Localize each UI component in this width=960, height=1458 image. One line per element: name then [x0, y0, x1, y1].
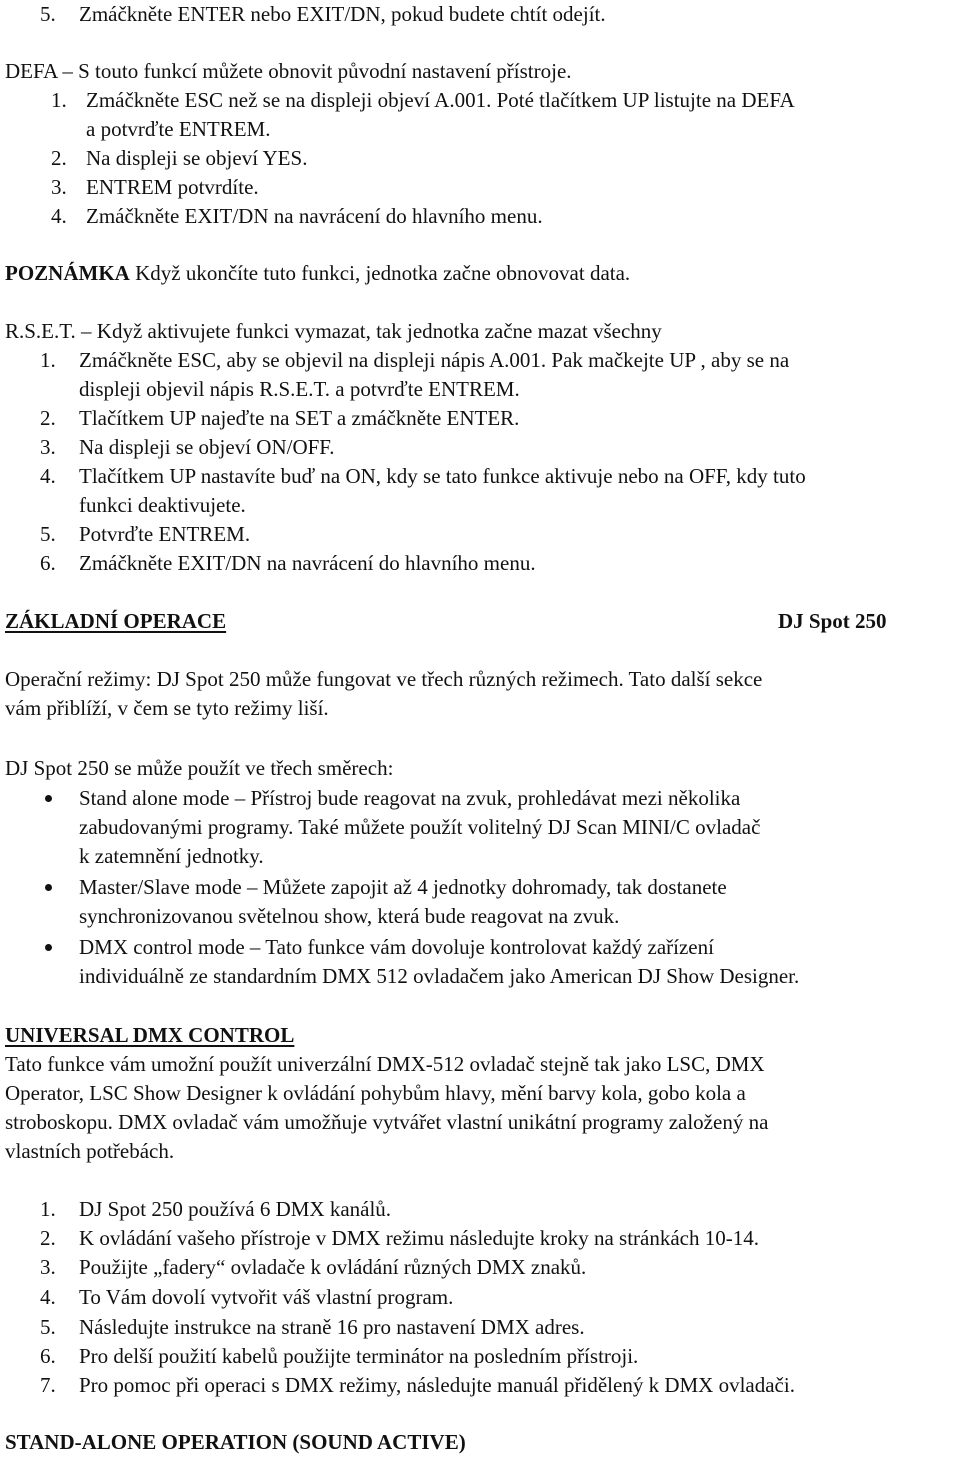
note-text: Když ukončíte tuto funkci, jednotka začne obnovovat data. — [129, 261, 631, 285]
list-number: 3. — [51, 175, 67, 199]
list-number: 6. — [40, 551, 56, 575]
paragraph-line: Operator, LSC Show Designer k ovládání pohybům hlavy, mění barvy kola, gobo kola a — [5, 1081, 746, 1105]
list-number: 3. — [40, 435, 56, 459]
list-number: 1. — [40, 1197, 56, 1221]
list-number: 5. — [40, 2, 56, 26]
note-paragraph — [5, 259, 630, 288]
list-number: 4. — [51, 204, 67, 228]
list-item-text: funkci deaktivujete. — [79, 493, 246, 517]
list-item-text: To Vám dovolí vytvořit váš vlastní program. — [79, 1285, 454, 1309]
list-number: 5. — [40, 1315, 56, 1339]
paragraph-line: vám přiblíží, v čem se tyto režimy liší. — [5, 696, 329, 720]
rset-intro: R.S.E.T. – Když aktivujete funkci vymazat, tak jednotka začne mazat všechny — [5, 319, 662, 343]
bullet-text: zabudovanými programy. Také můžete použít volitelný DJ Scan MINI/C ovladač — [79, 815, 761, 839]
section-heading-standalone: STAND-ALONE OPERATION (SOUND ACTIVE) — [5, 1430, 466, 1454]
list-item-text: Zmáčkněte EXIT/DN na navrácení do hlavního menu. — [86, 204, 543, 228]
list-number: 6. — [40, 1344, 56, 1368]
bullet-text: individuálně ze standardním DMX 512 ovladačem jako American DJ Show Designer. — [79, 964, 800, 988]
bullet-text: k zatemnění jednotky. — [79, 844, 264, 868]
list-item-text: Na displeji se objeví YES. — [86, 146, 308, 170]
list-item-text: a potvrďte ENTREM. — [86, 117, 271, 141]
paragraph-line: Operační režimy: DJ Spot 250 může fungovat ve třech různých režimech. Tato další sekce — [5, 667, 763, 691]
list-number: 2. — [40, 1226, 56, 1250]
list-number: 2. — [51, 146, 67, 170]
list-item-text: DJ Spot 250 používá 6 DMX kanálů. — [79, 1197, 392, 1221]
list-item-text: Zmáčkněte EXIT/DN na navrácení do hlavního menu. — [79, 551, 536, 575]
list-item-text: Na displeji se objeví ON/OFF. — [79, 435, 335, 459]
list-item-text: Tlačítkem UP nastavíte buď na ON, kdy se tato funkce aktivuje nebo na OFF, kdy tuto — [79, 464, 806, 488]
list-number: 4. — [40, 464, 56, 488]
bullet-text: synchronizovanou světelnou show, která bude reagovat na zvuk. — [79, 904, 620, 928]
list-item-text: Zmáčkněte ESC, aby se objevil na displeji nápis A.001. Pak mačkejte UP , aby se na — [79, 348, 790, 372]
defa-intro: DEFA – S touto funkcí můžete obnovit původní nastavení přístroje. — [5, 59, 572, 83]
list-number: 1. — [51, 88, 67, 112]
list-number: 3. — [40, 1255, 56, 1279]
list-item-text: Pro pomoc při operaci s DMX režimy, následujte manuál přidělený k DMX ovladači. — [79, 1373, 795, 1397]
section-heading-basic: ZÁKLADNÍ OPERACE — [5, 609, 227, 633]
list-number: 5. — [40, 522, 56, 546]
list-number: 4. — [40, 1285, 56, 1309]
list-item-text: Zmáčkněte ESC než se na displeji objeví A.001. Poté tlačítkem UP listujte na DEFA — [86, 88, 795, 112]
list-number: 1. — [40, 348, 56, 372]
list-item-text: Následujte instrukce na straně 16 pro nastavení DMX adres. — [79, 1315, 585, 1339]
bullet-icon — [45, 944, 52, 951]
section-heading-dmx: UNIVERSAL DMX CONTROL — [5, 1023, 295, 1047]
bullet-text: DMX control mode – Tato funkce vám dovoluje kontrolovat každý zařízení — [79, 935, 714, 959]
note-label: POZNÁMKA — [5, 261, 130, 285]
list-item-text: Pro delší použití kabelů použijte terminátor na posledním přístroji. — [79, 1344, 639, 1368]
bullet-text: Stand alone mode – Přístroj bude reagovat na zvuk, prohledávat mezi několika — [79, 786, 741, 810]
list-number: 2. — [40, 406, 56, 430]
list-item-text: ENTREM potvrdíte. — [86, 175, 259, 199]
list-item-text: Zmáčkněte ENTER nebo EXIT/DN, pokud budete chtít odejít. — [79, 2, 606, 26]
paragraph-line: vlastních potřebách. — [5, 1139, 175, 1163]
paragraph-line: Tato funkce vám umožní použít univerzální DMX-512 ovladač stejně tak jako LSC, DMX — [5, 1052, 765, 1076]
list-item-text: Potvrďte ENTREM. — [79, 522, 251, 546]
bullet-icon — [45, 884, 52, 891]
paragraph-line: stroboskopu. DMX ovladač vám umožňuje vytvářet vlastní unikátní programy založený na — [5, 1110, 769, 1134]
list-number: 7. — [40, 1373, 56, 1397]
list-item-text: Tlačítkem UP najeďte na SET a zmáčkněte ENTER. — [79, 406, 520, 430]
list-item-text: displeji objevil nápis R.S.E.T. a potvrďte ENTREM. — [79, 377, 520, 401]
bullet-text: Master/Slave mode – Můžete zapojit až 4 jednotky dohromady, tak dostanete — [79, 875, 727, 899]
list-item-text: K ovládání vašeho přístroje v DMX režimu následujte kroky na stránkách 10-14. — [79, 1226, 759, 1250]
bullet-icon — [45, 795, 52, 802]
modes-intro: DJ Spot 250 se může použít ve třech směrech: — [5, 756, 394, 780]
list-item-text: Použijte „fadery“ ovladače k ovládání různých DMX znaků. — [79, 1255, 587, 1279]
product-name: DJ Spot 250 — [778, 609, 887, 633]
